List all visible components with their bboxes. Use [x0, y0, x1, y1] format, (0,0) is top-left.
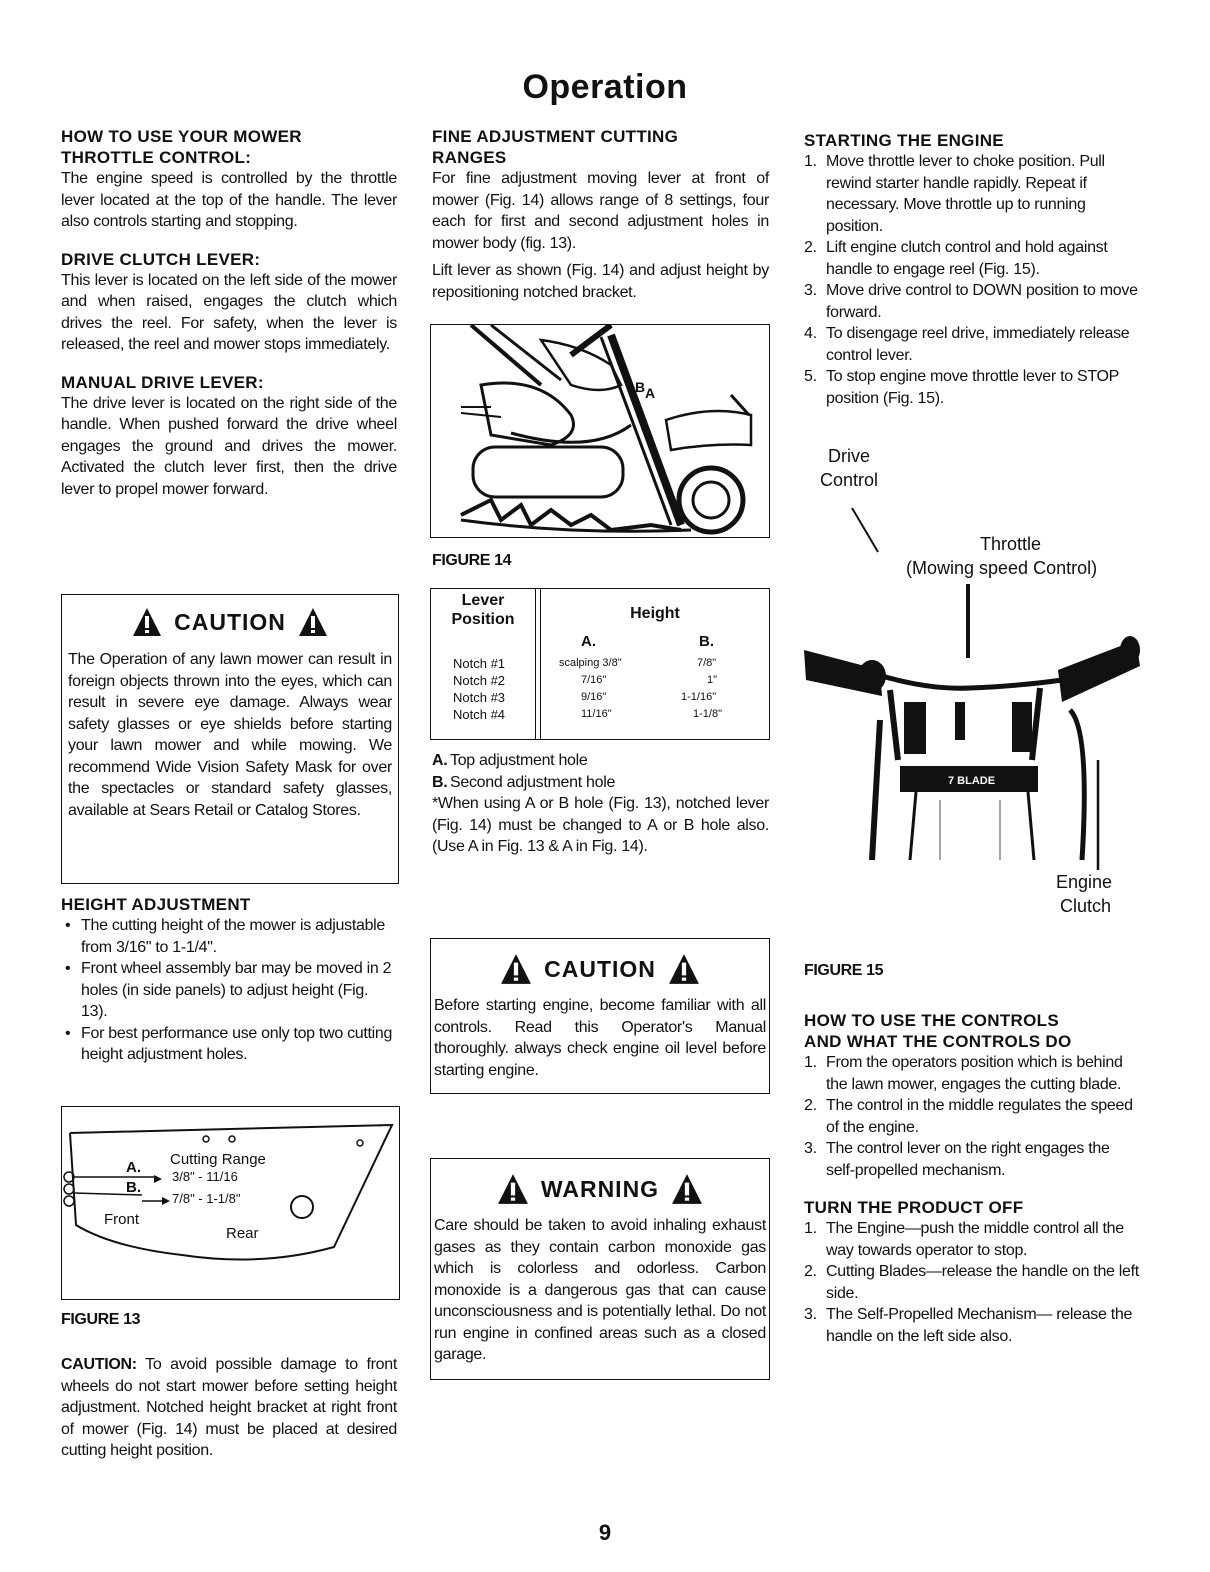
- page-number: 9: [598, 1520, 612, 1545]
- controls-section: [804, 1010, 1141, 1347]
- step-text: Cutting Blades—release the handle on the left side.: [826, 1263, 1139, 1302]
- fig14-b-label: B: [635, 379, 646, 395]
- fine-adjust-heading-1: FINE ADJUSTMENT CUTTING: [432, 127, 679, 146]
- note-b: [432, 772, 769, 794]
- page-title: Operation: [522, 68, 688, 106]
- fig13-a-range: 3/8" - 11/16: [172, 1169, 238, 1184]
- drive-clutch-heading: DRIVE CLUTCH LEVER:: [61, 249, 261, 269]
- table-row: [431, 706, 769, 723]
- caution-note: [61, 1354, 397, 1462]
- starting-section: [804, 130, 1141, 409]
- step-number: 2.: [804, 1097, 817, 1114]
- list-item: [804, 1218, 1141, 1261]
- figure-14: [430, 324, 770, 538]
- list-item: [804, 1138, 1141, 1181]
- note-a-text: Top adjustment hole: [450, 752, 588, 769]
- figure-15-caption: FIGURE 15: [804, 962, 884, 979]
- list-item: • For best performance use only top two cutting height adjustment holes.: [61, 1023, 397, 1066]
- throttle-section: [61, 126, 397, 233]
- figure-13-caption: FIGURE 13: [61, 1311, 141, 1328]
- list-item: [804, 280, 1141, 323]
- cell-pos: Notch #3: [453, 690, 506, 705]
- fig13-front-label: Front: [104, 1211, 140, 1228]
- step-number: 4.: [804, 325, 817, 342]
- fine-adjust-text-1: For fine adjustment moving lever at front of mower (Fig. 14) allows range of 8 settings, four each for first and second adjustment holes in mower body (fig. 13).: [432, 170, 769, 252]
- caution-label: CAUTION: [174, 608, 286, 635]
- throttle-label-2: (Mowing speed Control): [906, 558, 1098, 578]
- starting-heading: STARTING THE ENGINE: [804, 131, 1004, 150]
- table-rows: [431, 655, 769, 723]
- sub-a-header: A.: [581, 633, 596, 650]
- figure-13: [61, 1106, 400, 1300]
- warning-header: [434, 1173, 766, 1205]
- caution-box-left: [61, 594, 399, 884]
- engine-label-1: Engine: [1056, 872, 1113, 892]
- step-text: To stop engine move throttle lever to STOP position (Fig. 15).: [826, 368, 1119, 407]
- height-adjustment-heading: HEIGHT ADJUSTMENT: [61, 895, 251, 914]
- manual-drive-text: The drive lever is located on the right side of the handle. When pushed forward the drive wheel engages the ground and drives the mower. Activated the clutch lever first, then the drive lever to propel mower forward.: [61, 394, 397, 498]
- figure-15: [800, 440, 1140, 930]
- fig14-a-label: A: [645, 385, 656, 401]
- throttle-text: The engine speed is controlled by the throttle lever located at the top of the handle. The lever also controls starting and stopping.: [61, 170, 397, 230]
- fine-adjust-heading-2: RANGES: [432, 148, 507, 167]
- caution-text: Before starting engine, become familiar with all controls. Read this Operator's Manual thoroughly. always check engine oil level before starting engine.: [434, 997, 766, 1079]
- note-a: [432, 750, 769, 772]
- cell-a: 11/16": [581, 708, 612, 720]
- step-text: To disengage reel drive, immediately release control lever.: [826, 325, 1130, 364]
- fig13-b-label: B.: [126, 1179, 141, 1196]
- handle-controls-illustration: [800, 440, 1140, 880]
- step-number: 3.: [804, 1306, 817, 1323]
- warning-triangle-icon: [497, 1173, 529, 1205]
- list-item: [804, 366, 1141, 409]
- fine-adjust-text-2: Lift lever as shown (Fig. 14) and adjust height by repositioning notched bracket.: [432, 262, 769, 301]
- table-row: [431, 655, 769, 672]
- note-a-key: A.: [432, 752, 448, 769]
- left-column: [61, 126, 397, 516]
- note-b-text: Second adjustment hole: [450, 773, 616, 791]
- height-table: [430, 588, 770, 740]
- step-number: 2.: [804, 239, 817, 256]
- list-item: [804, 237, 1141, 280]
- warning-triangle-icon: [668, 953, 700, 985]
- cell-b: 1": [707, 674, 718, 686]
- caution-note-text: To avoid possible damage to front wheels do not start mower before setting height adjustment. Notched height bracket at right front of mower (Fig. 14) must be placed at desired cutting height position.: [61, 1356, 398, 1459]
- warning-triangle-icon: [500, 953, 532, 985]
- drive-label-1: Drive: [828, 446, 871, 466]
- engine-label-2: Clutch: [1060, 896, 1112, 916]
- fig15-badge: 7 BLADE: [948, 775, 996, 787]
- step-text: From the operators position which is behind the lawn mower, engages the cutting blade.: [826, 1054, 1123, 1093]
- lever-adjust-illustration: [431, 325, 769, 537]
- step-number: 5.: [804, 368, 817, 385]
- table-row: [431, 672, 769, 689]
- controls-heading-1: HOW TO USE THE CONTROLS: [804, 1011, 1059, 1030]
- header-line-2: Position: [451, 611, 515, 628]
- warning-triangle-icon: [132, 607, 162, 637]
- list-item: [804, 323, 1141, 366]
- step-number: 3.: [804, 282, 817, 299]
- step-number: 1.: [804, 1220, 817, 1237]
- list-item: [804, 1304, 1141, 1347]
- drive-clutch-text: This lever is located on the left side of the mower and when raised, engages the clutch which drives the reel. For safety, when the lever is released, the reel and mower stops immediately.: [61, 271, 397, 353]
- drive-label-2: Control: [820, 470, 879, 490]
- list-item: • The cutting height of the mower is adjustable from 3/16" to 1-1/4".: [61, 915, 397, 958]
- manual-drive-section: [61, 372, 397, 501]
- step-text: Lift engine clutch control and hold against handle to engage reel (Fig. 15).: [826, 239, 1108, 278]
- throttle-heading-2: THROTTLE CONTROL:: [61, 148, 252, 167]
- cutting-range-title: Cutting Range: [170, 1151, 266, 1168]
- table-row: [431, 689, 769, 706]
- cell-pos: Notch #4: [453, 707, 506, 722]
- caution-label: CAUTION: [544, 955, 656, 982]
- step-number: 1.: [804, 153, 817, 170]
- caution-header: [68, 607, 392, 637]
- cell-a: 9/16": [581, 691, 607, 703]
- step-text: Move throttle lever to choke position. Pull rewind starter handle rapidly. Repeat if necessary. Move throttle up to running position.: [826, 153, 1105, 235]
- cell-a: 7/16": [581, 674, 607, 686]
- list-item: [804, 1261, 1141, 1304]
- note-b-key: B.: [432, 773, 448, 791]
- cell-a: scalping 3/8": [559, 657, 622, 669]
- step-text: Move drive control to DOWN position to move forward.: [826, 282, 1138, 321]
- turn-off-heading: TURN THE PRODUCT OFF: [804, 1198, 1024, 1217]
- warning-text: Care should be taken to avoid inhaling exhaust gases as they contain carbon monoxide gas which is colorless and odorless. Carbon monoxide is a dangerous gas that can cause unconsciousness and is potentially lethal. Do not run engine in confined areas such as a closed garage.: [434, 1217, 766, 1363]
- caution-box-middle: [430, 938, 770, 1094]
- fine-adjust-section: [432, 126, 769, 303]
- caution-note-label: CAUTION:: [61, 1356, 137, 1373]
- table-notes: [432, 750, 769, 858]
- step-text: The Engine—push the middle control all the way towards operator to stop.: [826, 1220, 1124, 1259]
- cell-b: 1-1/16": [681, 691, 717, 703]
- warning-box: [430, 1158, 770, 1380]
- controls-heading-2: AND WHAT THE CONTROLS DO: [804, 1032, 1072, 1051]
- height-adjustment-section: [61, 894, 397, 1066]
- lever-position-header: [431, 591, 535, 629]
- drive-clutch-section: [61, 249, 397, 356]
- list-item: [804, 1052, 1141, 1095]
- step-text: The Self-Propelled Mechanism— release the handle on the left side also.: [826, 1306, 1133, 1345]
- manual-drive-heading: MANUAL DRIVE LEVER:: [61, 372, 264, 392]
- caution-header: [434, 953, 766, 985]
- warning-triangle-icon: [671, 1173, 703, 1205]
- cell-b: 7/8": [697, 657, 717, 669]
- figure-14-caption: FIGURE 14: [432, 552, 512, 569]
- height-header: Height: [630, 605, 680, 622]
- step-text: The control lever on the right engages the self-propelled mechanism.: [826, 1140, 1110, 1179]
- fig13-rear-label: Rear: [226, 1225, 259, 1242]
- list-item: • Front wheel assembly bar may be moved in 2 holes (in side panels) to adjust height (Fig. 13).: [61, 958, 397, 1023]
- list-item: [804, 151, 1141, 237]
- cell-pos: Notch #2: [453, 673, 506, 688]
- note-star: *When using A or B hole (Fig. 13), notched lever (Fig. 14) must be changed to A or B hole also. (Use A in Fig. 13 & A in Fig. 14).: [432, 795, 769, 855]
- step-number: 1.: [804, 1054, 817, 1071]
- caution-text: The Operation of any lawn mower can result in foreign objects thrown into the eyes, which can result in severe eye damage. Always wear safety glasses or eye shields before starting your lawn mower and while mowing. We recommend Wide Vision Safety Mask for over the spectacles or standard safety glasses, available at Sears Retail or Catalog Stores.: [68, 651, 392, 819]
- step-text: The control in the middle regulates the speed of the engine.: [826, 1097, 1133, 1136]
- fig13-b-range: 7/8" - 1-1/8": [172, 1191, 241, 1206]
- throttle-heading-1: HOW TO USE YOUR MOWER: [61, 127, 302, 146]
- step-number: 3.: [804, 1140, 817, 1157]
- cell-b: 1-1/8": [693, 708, 722, 720]
- cell-pos: Notch #1: [453, 656, 506, 671]
- fig13-a-label: A.: [126, 1159, 141, 1176]
- warning-label: WARNING: [540, 1175, 660, 1202]
- header-line-1: Lever: [461, 592, 505, 609]
- list-item: [804, 1095, 1141, 1138]
- step-number: 2.: [804, 1263, 817, 1280]
- warning-triangle-icon: [298, 607, 328, 637]
- sub-b-header: B.: [699, 633, 714, 650]
- throttle-label-1: Throttle: [980, 534, 1042, 554]
